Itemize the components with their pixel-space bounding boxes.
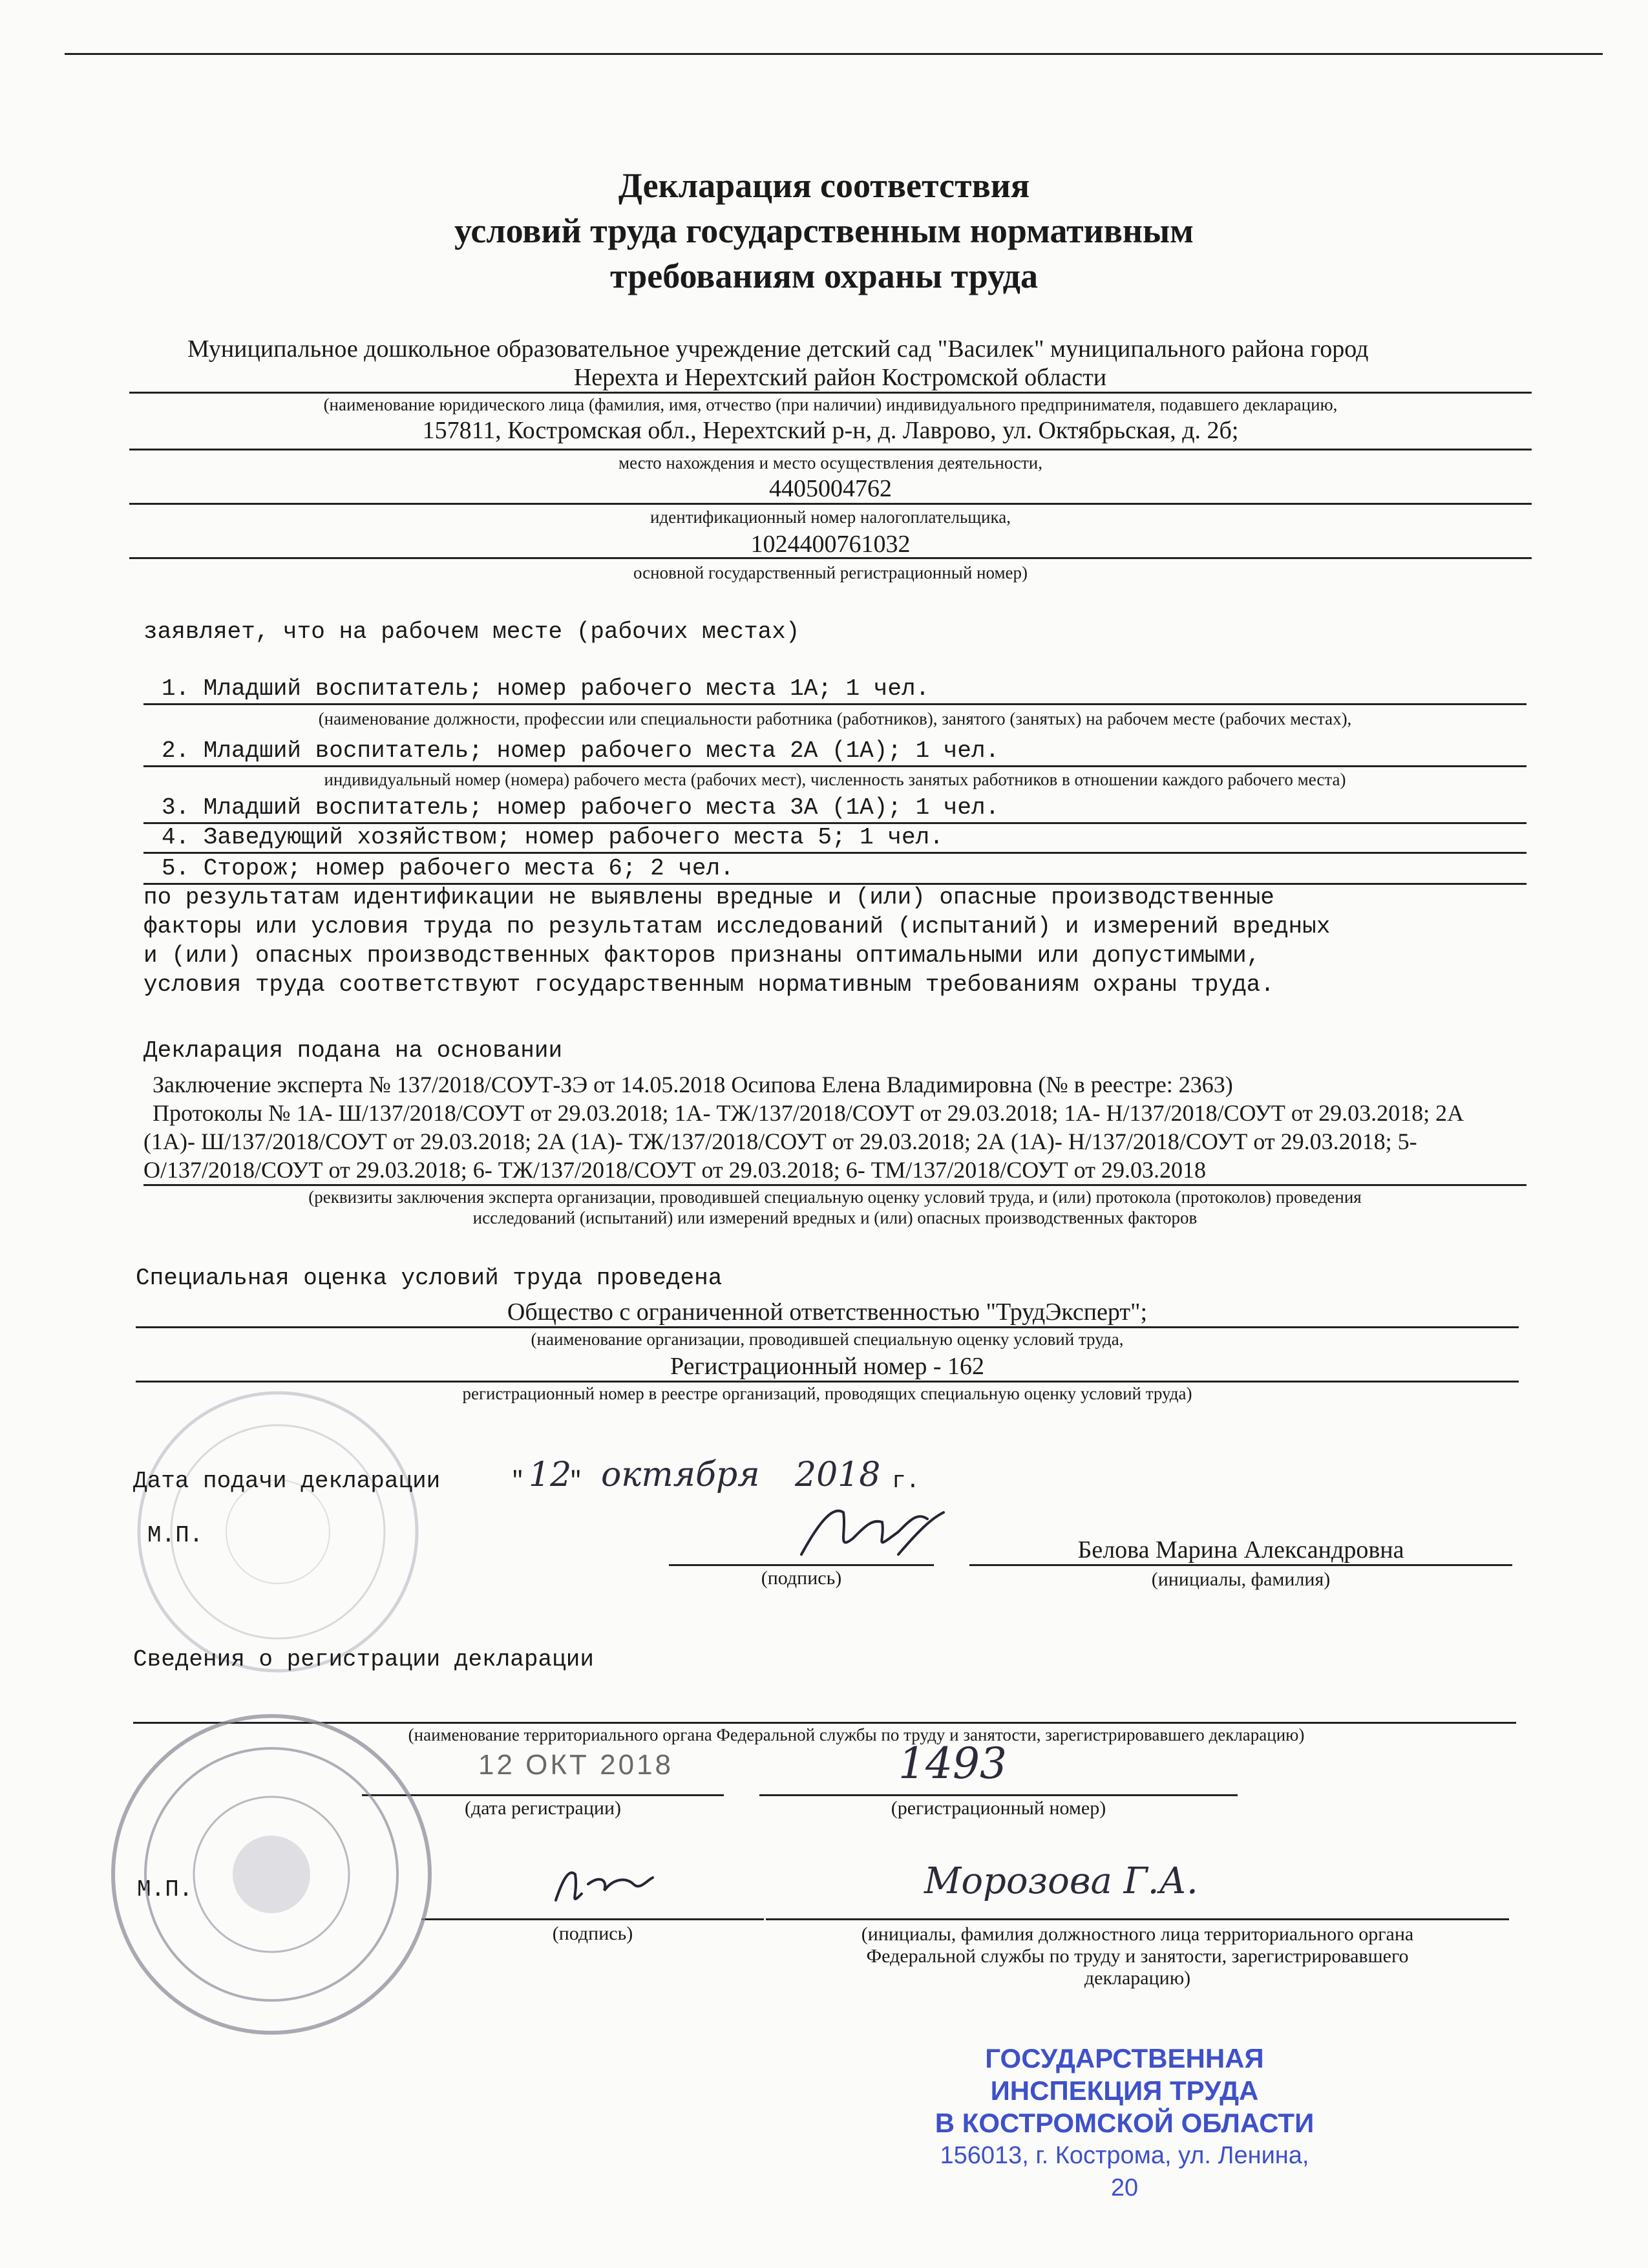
workplace-item: 3. Младший воспитатель; номер рабочего места 3А (1А); 1 чел.	[162, 794, 1000, 821]
declarant-address: 157811, Костромская обл., Нерехтский р-н, д. Лаврово, ул. Октябрьская, д. 2б;	[422, 417, 1239, 444]
declarant-name-caption: (наименование юридического лица (фамилия, имя, отчество (при наличии) индивидуального предпринимателя, подавшего декларацию,	[323, 395, 1338, 414]
stamp-line-4: 156013, г. Кострома, ул. Ленина, 20	[940, 2142, 1309, 2201]
submission-day: 12	[529, 1456, 572, 1494]
submission-year: 2018	[795, 1456, 881, 1494]
title-line-2: условий труда государственным нормативным	[454, 211, 1194, 250]
submission-signer: Белова Марина Александровна	[1077, 1536, 1404, 1563]
basis-expert: Заключение эксперта № 137/2018/СОУТ-ЗЭ от 14.05.2018 Осипова Елена Владимировна (№ в реестре: 2363)	[153, 1072, 1233, 1097]
registration-mp: М.П.	[137, 1876, 193, 1903]
declarant-name-line-1: Муниципальное дошкольное образовательное учреждение детский сад "Василек" муниципального района город	[187, 335, 1369, 363]
official-caption-line-2: Федеральной службы по труду и занятости, зарегистрировавшего	[866, 1945, 1409, 1967]
rule	[136, 1381, 1519, 1383]
rule	[143, 852, 1527, 854]
basis-caption-1: (реквизиты заключения эксперта организации, проводившей специальную оценку условий труда, и (или) протокола (протоколов) проведения	[308, 1187, 1362, 1207]
assessment-reg: Регистрационный номер - 162	[670, 1353, 985, 1380]
workplace-item: 4. Заведующий хозяйством; номер рабочего места 5; 1 чел.	[162, 824, 944, 851]
registration-official-caption	[766, 1924, 1509, 1989]
basis-protocols-1: Протоколы № 1А- Ш/137/2018/СОУТ от 29.03.2018; 1А- ТЖ/137/2018/СОУТ от 29.03.2018; 1А- Н/137/2018/СОУТ от 29.03.2018; 2А	[153, 1100, 1464, 1126]
submission-date-label: Дата подачи декларации	[133, 1468, 441, 1494]
workplaces-caption-1: (наименование должности, профессии или специальности работника (работников), занятого (занятых) на рабочем месте (рабочих местах),	[318, 709, 1352, 728]
quote-open: "	[511, 1468, 525, 1494]
inspection-stamp	[924, 2042, 1325, 2204]
workplace-item: 1. Младший воспитатель; номер рабочего места 1А; 1 чел.	[162, 675, 930, 702]
registration-number: 1493	[898, 1739, 1007, 1788]
submission-mp: М.П.	[147, 1522, 204, 1549]
conclusion-line-2: факторы или условия труда по результатам исследований (испытаний) и измерений вредных	[143, 913, 1331, 940]
basis-heading: Декларация подана на основании	[143, 1037, 563, 1064]
federal-service-seal	[103, 1706, 439, 2042]
title-line-1: Декларация соответствия	[618, 166, 1030, 205]
rule	[143, 1184, 1527, 1186]
declarant-ogrn: 1024400761032	[750, 531, 911, 558]
rule	[143, 765, 1527, 767]
conclusion-line-3: и (или) опасных производственных факторов признаны оптимальными или допустимыми,	[143, 942, 1261, 969]
basis-protocols-3: О/137/2018/СОУТ от 29.03.2018; 6- ТЖ/137/2018/СОУТ от 29.03.2018; 6- ТМ/137/2018/СОУТ от 29.03.2018	[143, 1157, 1206, 1183]
conclusion-line-4: условия труда соответствуют государственным нормативным требованиям охраны труда.	[143, 971, 1274, 998]
registration-signature-caption: (подпись)	[552, 1923, 633, 1944]
registration-org-caption: (наименование территориального органа Федеральной службы по труду и занятости, зарегистрировавшего декларацию)	[408, 1725, 1305, 1744]
rule	[143, 703, 1527, 705]
address-caption: место нахождения и место осуществления деятельности,	[618, 453, 1042, 472]
basis-caption-2: исследований (испытаний) или измерений вредных и (или) опасных производственных факторов	[472, 1208, 1198, 1227]
assessment-org-caption: (наименование организации, проводившей специальную оценку условий труда,	[531, 1330, 1124, 1349]
workplaces-intro: заявляет, что на рабочем месте (рабочих местах)	[143, 619, 800, 645]
rule	[129, 392, 1532, 394]
submission-month: октября	[601, 1456, 760, 1494]
official-caption-line-3: декларацию)	[1084, 1967, 1191, 1989]
registration-date-caption: (дата регистрации)	[464, 1797, 622, 1819]
assessment-reg-caption: регистрационный номер в реестре организаций, проводящих специальную оценку условий труда)	[462, 1384, 1192, 1403]
submission-year-suffix: г.	[892, 1468, 920, 1494]
workplaces-caption-2: индивидуальный номер (номера) рабочего места (рабочих мест), численность занятых работников в отношении каждого рабочего места)	[324, 770, 1346, 789]
submission-signer-caption: (инициалы, фамилия)	[1151, 1569, 1331, 1590]
official-caption-line-1: (инициалы, фамилия должностного лица территориального органа	[861, 1924, 1414, 1945]
declarant-inn: 4405004762	[769, 475, 892, 502]
workplace-item: 5. Сторож; номер рабочего места 6; 2 чел.	[162, 855, 734, 882]
registration-date: 12 ОКТ 2018	[478, 1749, 674, 1781]
workplace-item: 2. Младший воспитатель; номер рабочего места 2А (1А); 1 чел.	[162, 737, 1000, 764]
quote-close: "	[569, 1468, 583, 1494]
stamp-line-2: ИНСПЕКЦИЯ ТРУДА	[990, 2075, 1259, 2106]
top-rule	[65, 53, 1603, 55]
basis-protocols-2: (1А)- Ш/137/2018/СОУТ от 29.03.2018; 2А (1А)- ТЖ/137/2018/СОУТ от 29.03.2018; 2А (1А)- Н/137/2018/СОУТ от 29.03.2018; 5-	[143, 1129, 1417, 1154]
conclusion-text	[143, 883, 1330, 999]
rule	[136, 1326, 1519, 1328]
assessment-heading: Специальная оценка условий труда проведена	[136, 1265, 723, 1291]
document-title	[0, 163, 1648, 299]
registration-heading: Сведения о регистрации декларации	[133, 1646, 594, 1673]
registration-official: Морозова Г.А.	[924, 1860, 1198, 1902]
registration-number-caption: (регистрационный номер)	[891, 1797, 1106, 1819]
submission-signature-caption: (подпись)	[761, 1567, 842, 1589]
declarant-signature	[776, 1493, 963, 1571]
official-signature	[543, 1855, 659, 1913]
rule	[129, 449, 1532, 450]
assessment-org: Общество с ограниченной ответственностью "ТрудЭксперт";	[507, 1298, 1148, 1326]
title-line-3: требованиям охраны труда	[610, 257, 1038, 295]
ogrn-caption: основной государственный регистрационный номер)	[633, 563, 1028, 582]
stamp-line-1: ГОСУДАРСТВЕННАЯ	[985, 2043, 1264, 2073]
declarant-name-line-2: Нерехта и Нерехтский район Костромской области	[573, 364, 1107, 391]
signature-line	[669, 1564, 934, 1566]
official-line	[766, 1918, 1509, 1920]
rule	[129, 557, 1532, 559]
official-signature-line	[421, 1918, 764, 1920]
conclusion-line-1: по результатам идентификации не выявлены вредные и (или) опасные производственные	[143, 884, 1274, 911]
number-line	[759, 1794, 1238, 1796]
inn-caption: идентификационный номер налогоплательщика,	[650, 507, 1011, 527]
stamp-line-3: В КОСТРОМСКОЙ ОБЛАСТИ	[935, 2108, 1315, 2138]
signer-line	[969, 1564, 1512, 1566]
rule	[129, 503, 1532, 505]
